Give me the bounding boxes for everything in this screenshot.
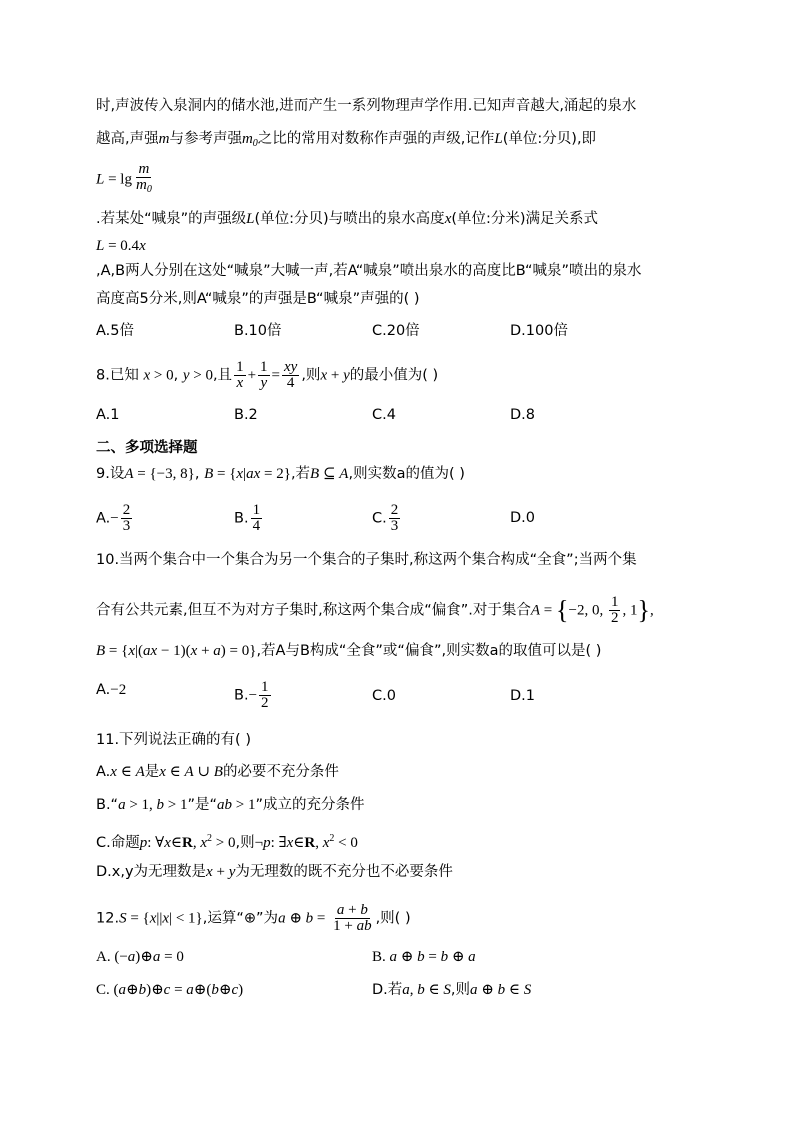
intro-line-2: 越高,声强m与参考声强$m_0$之比的常用对数称作声强的声级,记作L(单位:分贝),即 xyxy=(96,131,597,149)
q12-option-d: D.若a, b ∈ S,则a ⊕ b ∈ S xyxy=(372,982,532,998)
formula-L-lg: L = lg $\frac{m}{m_0}$ xyxy=(96,161,152,195)
q7-option-c: C.20倍 xyxy=(372,323,420,339)
question-8: 8.已知 x > 0, y > 0,且 $\frac{1}{x}$ + $\frac{1}{y}$ = $\frac{xy}{4}$ ,则x + y的最小值为( ) xyxy=(96,359,439,391)
question-10-line-2: 合有公共元素,但互不为对方子集时,称这两个集合成“偏食”.对于集合A = {−2, 0, $\frac{1}{2}$ , 1}, xyxy=(96,594,654,626)
q8-option-b: B.2 xyxy=(234,407,258,423)
q9-option-c: C. $\frac{2}{3}$ xyxy=(372,502,399,534)
q9-option-d: D.0 xyxy=(510,510,535,526)
q12-option-a: A. (−a)⊕a = 0 xyxy=(96,949,184,965)
q10-option-b: B.− $\frac{1}{2}$ xyxy=(234,679,269,711)
intro-line-5: 高度高5分米,则A“喊泉”的声强是B“喊泉”声强的( ) xyxy=(96,291,420,307)
q10-option-d: D.1 xyxy=(510,688,535,704)
q10-option-a: A.−2 xyxy=(96,682,127,698)
question-9: 9.设A = {−3, 8}, B = {x|ax = 2},若B ⊆ A,则实数a的值为( ) xyxy=(96,466,465,482)
intro-line-1: 时,声波传入泉洞内的储水池,进而产生一系列物理声学作用.已知声音越大,涌起的泉水 xyxy=(96,98,637,114)
q7-option-a: A.5倍 xyxy=(96,323,134,339)
q11-option-d: D.x,y为无理数是x + y为无理数的既不充分也不必要条件 xyxy=(96,864,453,880)
q8-option-a: A.1 xyxy=(96,407,120,423)
q8-option-d: D.8 xyxy=(510,407,535,423)
q7-option-b: B.10倍 xyxy=(234,323,282,339)
formula-L-0.4x: L = 0.4x xyxy=(96,238,146,254)
q12-option-c: C. (a⊕b)⊕c = a⊕(b⊕c) xyxy=(96,982,244,998)
fraction-m-over-m0: $\frac{m}{m_0}$ xyxy=(135,161,152,195)
math-m: m xyxy=(158,131,170,147)
question-12: 12.S = {x||x| < 1},运算“⊕”为a ⊕ b = $\frac{a + b}{1 + ab}$ ,则( ) xyxy=(96,902,411,934)
q9-option-b: B. $\frac{1}{4}$ xyxy=(234,502,261,534)
q8-option-c: C.4 xyxy=(372,407,396,423)
question-11: 11.下列说法正确的有( ) xyxy=(96,732,251,748)
q12-option-b: B. a ⊕ b = b ⊕ a xyxy=(372,949,476,965)
q11-option-b: B.“a > 1, b > 1”是“ab > 1”成立的充分条件 xyxy=(96,797,365,813)
intro-line-3: .若某处“喊泉”的声强级L(单位:分贝)与喷出的泉水高度x(单位:分米)满足关系式 xyxy=(96,211,599,227)
q7-option-d: D.100倍 xyxy=(510,323,568,339)
q9-option-a: A.− $\frac{2}{3}$ xyxy=(96,502,131,534)
question-10-line-1: 10.当两个集合中一个集合为另一个集合的子集时,称这两个集合构成“全食”;当两个集 xyxy=(96,552,637,568)
intro-line-4: ,A,B两人分别在这处“喊泉”大喊一声,若A“喊泉”喷出泉水的高度比B“喊泉”喷出的泉水 xyxy=(96,263,642,279)
q11-option-a: A.x ∈ A是x ∈ A ∪ B的必要不充分条件 xyxy=(96,764,339,780)
math-L: L xyxy=(494,131,503,147)
q10-option-c: C.0 xyxy=(372,688,396,704)
q11-option-c: C.命题p: ∀x∈R, $x^2 > 0$,则¬p: ∃x∈R, $x^2 < 0$ xyxy=(96,833,358,851)
question-10-line-3: B = {x|(ax − 1)(x + a) = 0},若A与B构成“全食”或“偏食”,则实数a的取值可以是( ) xyxy=(96,643,602,659)
section-heading-multiple-choice: 二、多项选择题 xyxy=(96,440,198,456)
math-m0: $m_0$ xyxy=(241,131,258,149)
